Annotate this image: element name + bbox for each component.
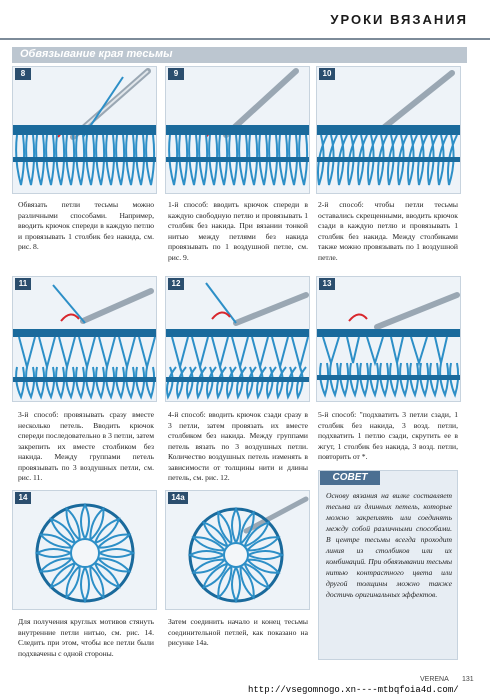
figure-9-illustration	[166, 67, 310, 194]
figure-12-badge: 12	[168, 278, 184, 290]
figure-13-badge: 13	[319, 278, 335, 290]
crochet-hook-icon	[83, 291, 151, 321]
figure-11-caption: 3-й способ: провязывать сразу вместе несколько петель. Вводить крючок спереди последовательно в 3 петли, затем закрепить их вместе столбиком без накида. Между группами петель провязывать по 3 воздушных петли, см. рис. 11.	[18, 410, 154, 482]
figure-14-badge: 14	[15, 492, 31, 504]
figure-14a-badge: 14а	[168, 492, 188, 504]
page-number: 131	[462, 676, 474, 683]
page-header-title: УРОКИ ВЯЗАНИЯ	[330, 12, 468, 27]
figure-11-panel	[12, 276, 157, 402]
figure-9-badge: 9	[168, 68, 184, 80]
figure-13-illustration	[317, 277, 461, 402]
figure-8-panel	[12, 66, 157, 194]
header-rule	[0, 38, 490, 40]
footer-url-link[interactable]: http://vsegomnogo.xn----mtbqfoia4d.com/	[248, 685, 459, 695]
figure-13-caption: 5-й способ: "подхватить 3 петли сзади, 1 столбик без накида, 3 возд. петли, подхватить 1 петлю сзади, скрутить ее в жгут, 1 столбик без накида, 3 возд. петли, повторить от *.	[318, 410, 458, 461]
tip-title: СОВЕТ	[320, 471, 380, 485]
figure-12-caption: 4-й способ: вводить крючок сзади сразу в 3 петли, затем провязать их вместе столбиком без накида. Между группами петель вязать по 3 воздушных петли. Количество воздушных петель изменять в зависимости от толщины нити и длины петель, см. рис. 12.	[168, 410, 308, 482]
figure-8-badge: 8	[15, 68, 31, 80]
figure-9-caption: 1-й способ: вводить крючок спереди в каждую свободную петлю и провязывать 1 столбик без накида. При вязании тонкой нитью между петлями без накида провязывать по 1 воздушной петле, см. рис. 9.	[168, 200, 308, 262]
figure-14-panel	[12, 490, 157, 610]
figure-10-panel	[316, 66, 461, 194]
tip-text: Основу вязания на вилке составляет тесьма из длинных петель, которые можно закреплять или соединять между собой различными способами. В центре тесьмы всегда проходит линия из столбиков или их комбинаций. При обвязывании тесьмы нитью контрастного цвета или другой толщины можно также достичь оригинальных эффектов.	[326, 491, 452, 599]
figure-9-panel	[165, 66, 310, 194]
figure-12-panel	[165, 276, 310, 402]
figure-14-illustration	[13, 491, 157, 610]
crochet-hook-icon	[382, 73, 452, 129]
figure-11-illustration	[13, 277, 157, 402]
figure-8-illustration	[13, 67, 157, 194]
figure-11-badge: 11	[15, 278, 31, 290]
crochet-hook-icon	[246, 499, 306, 531]
figure-14a-caption: Затем соединить начало и конец тесьмы соединительной петлей, как показано на рисунке 14а.	[168, 617, 308, 647]
figure-10-illustration	[317, 67, 461, 194]
figure-10-caption: 2-й способ: чтобы петли тесьмы оставались скрещенными, вводить крючок сзади в каждую петлю и провязывать 1 столбик без накида. Между столбиками также можно провязывать по 1 воздушной петле.	[318, 200, 458, 262]
footer-brand: VERENA	[420, 676, 449, 683]
figure-8-caption: Обвязать петли тесьмы можно различными способами. Например, вводить крючок спереди в каждую петлю и провязывать 1 столбик без накида, см. рис. 8.	[18, 200, 154, 251]
section-title: Обвязывание края тесьмы	[20, 48, 173, 60]
crochet-hook-icon	[377, 295, 457, 327]
figure-14-caption: Для получения круглых мотивов стянуть внутренние петли нитью, см. рис. 14. Следить при этом, чтобы все петли были подхвачены с одной стороны.	[18, 617, 154, 658]
figure-14a-panel	[165, 490, 310, 610]
crochet-hook-icon	[236, 295, 306, 323]
figure-10-badge: 10	[319, 68, 335, 80]
figure-12-illustration	[166, 277, 310, 402]
figure-13-panel	[316, 276, 461, 402]
figure-14a-illustration	[166, 491, 310, 610]
